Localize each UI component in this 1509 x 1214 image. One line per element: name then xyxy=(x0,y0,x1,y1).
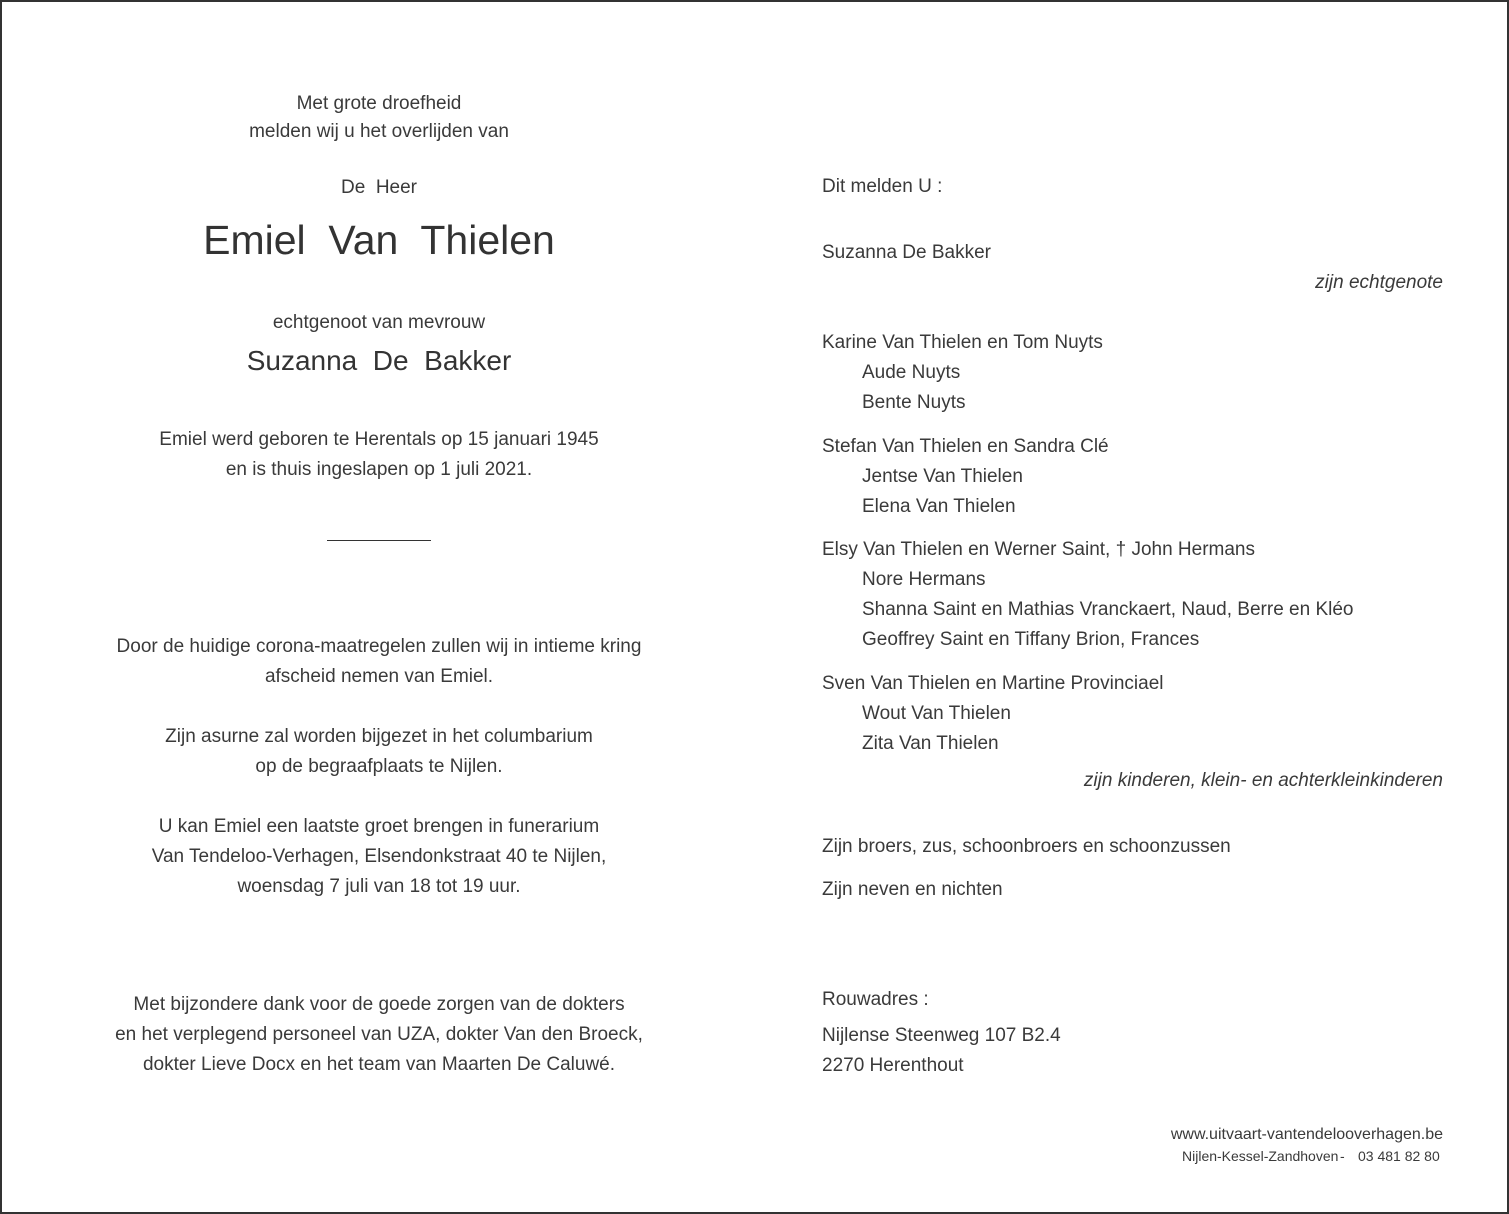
notice-heading: Dit melden U : xyxy=(822,176,943,197)
thanks-line-3: dokter Lieve Docx en het team van Maarten De Caluwé. xyxy=(142,1054,616,1075)
intro-line-1: Met grote droefheid xyxy=(296,93,462,114)
visit-line-3: woensdag 7 juli van 18 tot 19 uur. xyxy=(237,876,521,897)
family-child: Elena Van Thielen xyxy=(862,496,1016,517)
footer-locations: Nijlen-Kessel-Zandhoven xyxy=(1182,1148,1339,1164)
thanks-line-2: en het verplegend personeel van UZA, dokter Van den Broeck, xyxy=(115,1024,643,1045)
birth-line: Emiel werd geboren te Herentals op 15 januari 1945 xyxy=(159,429,599,450)
website-link[interactable]: www.uitvaart-vantendelooverhagen.be xyxy=(1170,1126,1443,1143)
corona-line-2: afscheid nemen van Emiel. xyxy=(264,666,494,687)
address-line-2: 2270 Herenthout xyxy=(822,1055,964,1076)
address-label: Rouwadres : xyxy=(822,989,929,1010)
spouse-role: zijn echtgenote xyxy=(1315,272,1443,293)
spouse-intro: echtgenoot van mevrouw xyxy=(272,312,486,333)
family-parent: Karine Van Thielen en Tom Nuyts xyxy=(822,332,1103,353)
family-parent: Stefan Van Thielen en Sandra Clé xyxy=(822,436,1109,457)
family-role: zijn kinderen, klein- en achterkleinkinderen xyxy=(1083,770,1443,791)
spouse-name: Suzanna De Bakker xyxy=(246,345,512,376)
family-child: Nore Hermans xyxy=(862,569,986,590)
family-child: Geoffrey Saint en Tiffany Brion, Frances xyxy=(862,629,1200,650)
family-child: Bente Nuyts xyxy=(862,392,966,413)
intro-line-2: melden wij u het overlijden van xyxy=(249,121,509,142)
footer-separator: - xyxy=(1340,1148,1345,1164)
spouse-entry: Suzanna De Bakker xyxy=(822,242,991,263)
family-child: Jentse Van Thielen xyxy=(862,466,1023,487)
family-child: Shanna Saint en Mathias Vranckaert, Naud, Berre en Kléo xyxy=(862,599,1354,620)
address-line-1: Nijlense Steenweg 107 B2.4 xyxy=(822,1025,1061,1046)
urn-line-2: op de begraafplaats te Nijlen. xyxy=(255,756,503,777)
thanks-line-1: Met bijzondere dank voor de goede zorgen van de dokters xyxy=(133,994,625,1015)
footer-phone: 03 481 82 80 xyxy=(1358,1148,1440,1164)
corona-line-1: Door de huidige corona-maatregelen zullen wij in intieme kring xyxy=(116,636,642,657)
family-parent: Elsy Van Thielen en Werner Saint, † John Hermans xyxy=(822,539,1256,560)
urn-line-1: Zijn asurne zal worden bijgezet in het columbarium xyxy=(165,726,593,747)
cousins-line: Zijn neven en nichten xyxy=(822,879,1003,900)
visit-line-1: U kan Emiel een laatste groet brengen in funerarium xyxy=(158,816,600,837)
family-child: Zita Van Thielen xyxy=(862,733,999,754)
death-line: en is thuis ingeslapen op 1 juli 2021. xyxy=(225,459,533,480)
honorific: De Heer xyxy=(340,177,418,198)
visit-line-2: Van Tendeloo-Verhagen, Elsendonkstraat 40 te Nijlen, xyxy=(151,846,607,867)
siblings-line: Zijn broers, zus, schoonbroers en schoonzussen xyxy=(822,836,1231,857)
family-child: Wout Van Thielen xyxy=(862,703,1011,724)
family-parent: Sven Van Thielen en Martine Provinciael xyxy=(822,673,1164,694)
divider-line xyxy=(327,540,431,541)
deceased-name: Emiel Van Thielen xyxy=(203,217,555,263)
family-child: Aude Nuyts xyxy=(862,362,961,383)
